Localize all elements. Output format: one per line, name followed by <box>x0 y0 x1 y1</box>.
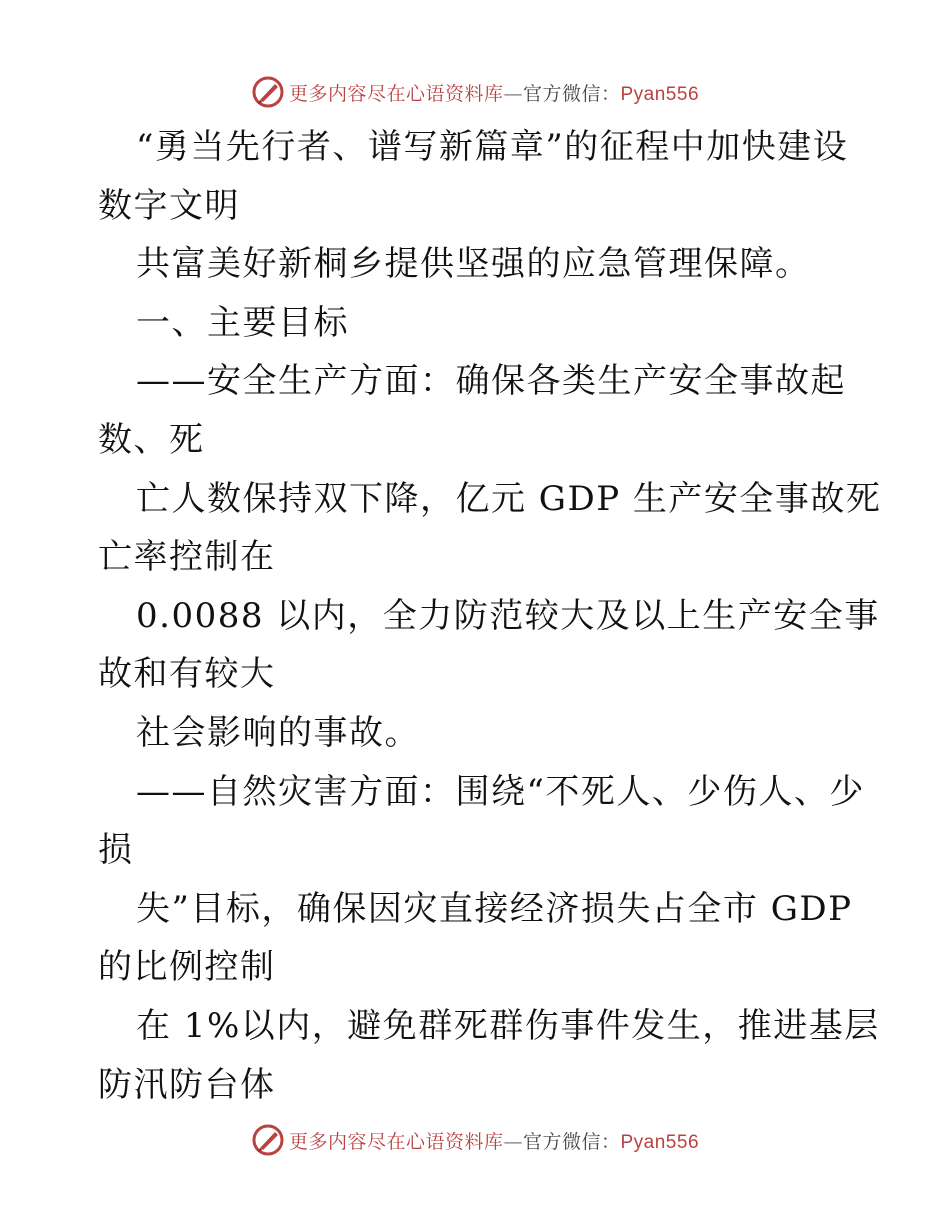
text-line: 在 1%以内，避免群死群伤事件发生，推进基层 <box>136 1005 880 1046</box>
text-line: 失”目标，确保因灾直接经济损失占全市 GDP <box>136 888 853 929</box>
text-line: 一、主要目标 <box>136 302 349 343</box>
header-watermark <box>0 72 950 112</box>
text-line: 故和有较大 <box>98 654 276 695</box>
text-line: 亡率控制在 <box>98 537 276 578</box>
text-line: “勇当先行者、谱写新篇章”的征程中加快建设 <box>136 127 849 167</box>
text-line: ——安全生产方面：确保各类生产安全事故起 <box>136 361 846 402</box>
text-line: 共富美好新桐乡提供坚强的应急管理保障。 <box>136 244 811 285</box>
text-line: 社会影响的事故。 <box>136 712 420 753</box>
watermark-text: 更多内容尽在心语资料库—官方微信：Pyan556 <box>288 82 700 105</box>
quill-logo-icon <box>251 75 285 109</box>
quill-logo-icon <box>251 1123 285 1157</box>
text-line: 的比例控制 <box>98 947 276 988</box>
text-line: 数字文明 <box>98 185 240 226</box>
text-line: 数、死 <box>98 419 205 460</box>
document-body <box>98 118 882 1114</box>
footer-watermark <box>0 1120 950 1160</box>
text-line: 防汛防台体 <box>98 1064 276 1105</box>
text-line: 亡人数保持双下降，亿元 GDP 生产安全事故死 <box>136 478 882 519</box>
text-line: 0.0088 以内，全力防范较大及以上生产安全事 <box>136 595 880 636</box>
text-line: 损 <box>98 830 134 871</box>
text-line: ——自然灾害方面：围绕“不死人、少伤人、少 <box>136 771 865 812</box>
watermark-text: 更多内容尽在心语资料库—官方微信：Pyan556 <box>288 1130 700 1153</box>
